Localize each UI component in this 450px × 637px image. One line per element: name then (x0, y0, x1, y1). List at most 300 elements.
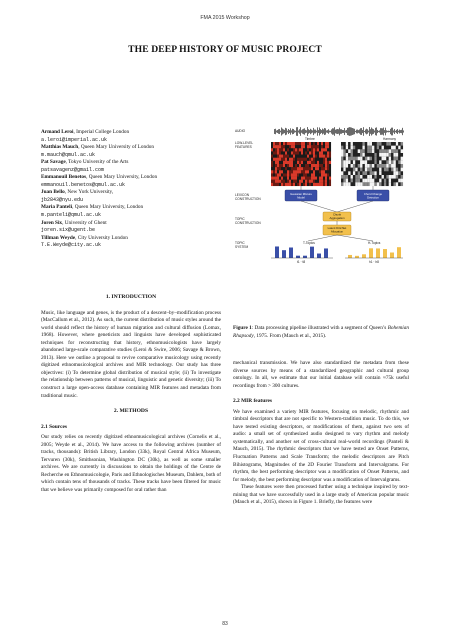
spectrogram-cell (348, 164, 350, 168)
spectrogram-cell (365, 175, 367, 179)
spectrogram-cell (360, 168, 362, 172)
spectrogram-cell (283, 145, 285, 148)
spectrogram-cell (305, 180, 307, 183)
spectrogram-cell (323, 158, 325, 161)
chord-box-label-2: Detection (367, 195, 379, 200)
spectrogram-cell (362, 179, 364, 183)
spectrogram-cell (362, 175, 364, 179)
spectrogram-cell (283, 151, 285, 154)
spectrogram-cell (279, 177, 281, 180)
spectrogram-cell (323, 177, 325, 180)
spectrogram-cell (307, 155, 309, 158)
spectrogram-cell (351, 153, 353, 157)
waveform-sample (345, 130, 346, 132)
spectrogram-cell (271, 164, 273, 167)
topic-bar (348, 255, 352, 258)
spectrogram-cell (351, 164, 353, 168)
spectrogram-cell (279, 155, 281, 158)
page-number: 83 (222, 621, 228, 627)
waveform-sample (316, 131, 317, 133)
spectrogram-cell (271, 158, 273, 161)
waveform-sample (372, 129, 373, 135)
spectrogram-cell (351, 171, 353, 175)
spectrogram-cell (398, 142, 400, 146)
waveform-sample (346, 130, 347, 133)
spectrogram-cell (305, 158, 307, 161)
spectrogram-cell (291, 155, 293, 158)
author-name: Matthias Mauch (41, 144, 79, 151)
spectrogram-cell (317, 164, 319, 167)
spectrogram-cell (295, 180, 297, 183)
spectrogram-cell (281, 142, 283, 145)
waveform-sample (388, 131, 389, 133)
waveform-sample (351, 128, 352, 136)
spectrogram-cell (396, 142, 398, 146)
spectrogram-cell (319, 155, 321, 158)
spectrogram-cell (329, 158, 331, 161)
spectrogram-cell (315, 158, 317, 161)
spectrogram-cell (401, 168, 403, 172)
spectrogram-cell (319, 170, 321, 173)
spectrogram-cell (319, 148, 321, 151)
lda-box-label-2: Allocation (330, 229, 344, 234)
waveform-sample (360, 128, 361, 134)
spectrogram-cell (271, 145, 273, 148)
spectrogram-cell (372, 171, 374, 175)
caption-text: : Data processing pipeline illustrated with a segment of Queen’s (251, 325, 388, 331)
spectrogram-cell (293, 164, 295, 167)
spectrogram-cell (358, 157, 360, 161)
spectrogram-cell (283, 173, 285, 176)
spectrogram-cell (297, 183, 299, 186)
spectrogram-cell (271, 180, 273, 183)
spectrogram-cell (321, 161, 323, 164)
spectrogram-cell (281, 161, 283, 164)
spectrogram-cell (299, 142, 301, 145)
spectrogram-cell (287, 164, 289, 167)
spectrogram-cell (372, 175, 374, 179)
waveform-sample (340, 129, 341, 134)
spectrogram-cell (295, 151, 297, 154)
spectrogram-cell (327, 173, 329, 176)
spectrogram-cell (321, 170, 323, 173)
spectrogram-cell (289, 183, 291, 186)
spectrogram-cell (372, 179, 374, 183)
topic-bar (355, 256, 359, 258)
spectrogram-cell (358, 149, 360, 153)
waveform-sample (373, 129, 374, 134)
spectrogram-cell (277, 151, 279, 154)
waveform-sample (396, 130, 397, 133)
author-name: Pat Savage (41, 159, 66, 166)
spectrogram-cell (374, 149, 376, 153)
spectrogram-cell (285, 183, 287, 186)
spectrogram-cell (348, 149, 350, 153)
spectrogram-cell (401, 146, 403, 150)
waveform-sample (349, 127, 350, 136)
spectrogram-cell (325, 155, 327, 158)
waveform-sample (311, 130, 312, 134)
spectrogram-cell (313, 142, 315, 145)
spectrogram-cell (329, 183, 331, 186)
spectrogram-cell (279, 164, 281, 167)
spectrogram-cell (301, 170, 303, 173)
spectrogram-cell (343, 146, 345, 150)
spectrogram-cell (305, 170, 307, 173)
spectrogram-cell (303, 151, 305, 154)
spectrogram-cell (275, 180, 277, 183)
spectrogram-cell (351, 146, 353, 150)
spectrogram-cell (365, 153, 367, 157)
spectrogram-cell (398, 171, 400, 175)
waveform-sample (305, 130, 306, 133)
spectrogram-cell (277, 155, 279, 158)
spectrogram-cell (309, 161, 311, 164)
spectrogram-cell (367, 142, 369, 146)
spectrogram-cell (325, 164, 327, 167)
waveform-sample (331, 129, 332, 133)
spectrogram-cell (319, 180, 321, 183)
spectrogram-cell (301, 177, 303, 180)
spectrogram-cell (301, 164, 303, 167)
spectrogram-cell (299, 151, 301, 154)
spectrogram-cell (309, 183, 311, 186)
topic-bar (324, 248, 328, 258)
spectrogram-cell (279, 180, 281, 183)
waveform-sample (362, 130, 363, 133)
topic-bar (376, 248, 380, 258)
topic-bar (369, 248, 373, 258)
spectrogram-cell (271, 177, 273, 180)
spectrogram-cell (379, 171, 381, 175)
spectrogram-cell (305, 145, 307, 148)
spectrogram-cell (297, 167, 299, 170)
spectrogram-cell (283, 167, 285, 170)
spectrogram-cell (358, 182, 360, 186)
spectrogram-cell (353, 164, 355, 168)
waveform-sample (377, 130, 378, 133)
spectrogram-cell (305, 167, 307, 170)
spectrogram-cell (295, 173, 297, 176)
chunk-box-label: Chunk (332, 212, 342, 217)
spectrogram-cell (325, 158, 327, 161)
spectrogram-cell (287, 151, 289, 154)
spectrogram-cell (307, 151, 309, 154)
spectrogram-cell (384, 175, 386, 179)
spectrogram-cell (315, 183, 317, 186)
spectrogram-cell (362, 168, 364, 172)
mir-paragraph-2: These features were then processed further using a technique inspired by text-mining that we have successfully used in a large study of American popular music (Mauch et al., 2015), shown in Figure 1. Briefly, the features were (233, 484, 409, 506)
spectrogram-cell (382, 179, 384, 183)
waveform-sample (385, 128, 386, 136)
h-topics-axis: h1 · h8 (369, 260, 379, 264)
spectrogram-cell (285, 158, 287, 161)
waveform-sample (283, 129, 284, 133)
t-topics-axis: t1 · t8 (297, 260, 306, 264)
spectrogram-cell (325, 142, 327, 145)
topic-bar (289, 248, 293, 258)
waveform-sample (320, 129, 321, 134)
spectrogram-cell (377, 142, 379, 146)
spectrogram-cell (391, 175, 393, 179)
spectrogram-cell (275, 158, 277, 161)
spectrogram-cell (389, 157, 391, 161)
waveform-sample (382, 128, 383, 134)
spectrogram-cell (271, 167, 273, 170)
spectrogram-cell (346, 153, 348, 157)
spectrogram-cell (377, 149, 379, 153)
spectrogram-cell (279, 148, 281, 151)
spectrogram-cell (353, 168, 355, 172)
waveform-sample (354, 129, 355, 134)
spectrogram-cell (311, 180, 313, 183)
spectrogram-cell (273, 177, 275, 180)
spectrogram-cell (287, 180, 289, 183)
spectrogram-cell (384, 153, 386, 157)
spectrogram-cell (287, 173, 289, 176)
spectrogram-cell (379, 175, 381, 179)
waveform-sample (402, 128, 403, 135)
waveform-sample (363, 127, 364, 136)
spectrogram-cell (389, 146, 391, 150)
waveform-sample (296, 127, 297, 136)
waveform-sample (386, 130, 387, 132)
waveform-sample (403, 130, 404, 132)
spectrogram-cell (315, 164, 317, 167)
spectrogram-cell (343, 168, 345, 172)
spectrogram-cell (301, 148, 303, 151)
spectrogram-cell (273, 161, 275, 164)
spectrogram-cell (341, 160, 343, 164)
spectrogram-cell (297, 155, 299, 158)
spectrogram-cell (275, 155, 277, 158)
author-email: m.mauch@qmul.ac.uk (41, 151, 96, 158)
spectrogram-cell (401, 175, 403, 179)
spectrogram-cell (377, 182, 379, 186)
spectrogram-cell (295, 164, 297, 167)
author-email: joren.six@ugent.be (41, 227, 96, 234)
spectrogram-cell (325, 180, 327, 183)
spectrogram-cell (281, 155, 283, 158)
running-head: FMA 2015 Workshop (200, 15, 250, 21)
spectrogram-cell (283, 142, 285, 145)
spectrogram-cell (273, 183, 275, 186)
spectrogram-cell (396, 157, 398, 161)
spectrogram-cell (307, 142, 309, 145)
spectrogram-cell (398, 160, 400, 164)
spectrogram-cell (291, 145, 293, 148)
spectrogram-cell (398, 153, 400, 157)
spectrogram-cell (360, 179, 362, 183)
spectrogram-cell (309, 151, 311, 154)
spectrogram-cell (377, 171, 379, 175)
spectrogram-cell (319, 177, 321, 180)
spectrogram-cell (281, 148, 283, 151)
section-heading-introduction: 1. INTRODUCTION (105, 294, 157, 300)
spectrogram-cell (277, 161, 279, 164)
waveform-sample (389, 131, 390, 132)
spectrogram-cell (271, 148, 273, 151)
author-affiliation: , University of Ghent (62, 219, 107, 226)
spectrogram-cell (355, 171, 357, 175)
spectrogram-cell (386, 171, 388, 175)
spectrogram-cell (279, 183, 281, 186)
spectrogram-cell (289, 151, 291, 154)
spectrogram-cell (325, 177, 327, 180)
subsection-heading-mir: 2.2 MIR features (233, 398, 272, 405)
spectrogram-cell (374, 160, 376, 164)
spectrogram-cell (379, 182, 381, 186)
spectrogram-cell (315, 145, 317, 148)
spectrogram-cell (389, 160, 391, 164)
spectrogram-cell (358, 146, 360, 150)
spectrogram-cell (325, 151, 327, 154)
spectrogram-cell (315, 177, 317, 180)
spectrogram-cell (348, 182, 350, 186)
spectrogram-cell (393, 157, 395, 161)
spectrogram-cell (329, 148, 331, 151)
waveform-sample (401, 130, 402, 133)
topic-bar (397, 247, 401, 258)
spectrogram-cell (372, 168, 374, 172)
spectrogram-cell (313, 161, 315, 164)
spectrogram-cell (319, 145, 321, 148)
spectrogram-cell (391, 171, 393, 175)
spectrogram-cell (301, 161, 303, 164)
spectrogram-cell (377, 175, 379, 179)
spectrogram-cell (360, 149, 362, 153)
spectrogram-cell (401, 157, 403, 161)
spectrogram-cell (279, 170, 281, 173)
spectrogram-cell (372, 160, 374, 164)
spectrogram-cell (317, 151, 319, 154)
chord-box-label: Chord Change (363, 192, 383, 196)
spectrogram-cell (307, 167, 309, 170)
spectrogram-cell (353, 142, 355, 146)
spectrogram-cell (307, 164, 309, 167)
spectrogram-cell (362, 164, 364, 168)
spectrogram-cell (297, 161, 299, 164)
waveform-sample (390, 129, 391, 134)
spectrogram-cell (401, 142, 403, 146)
spectrogram-cell (370, 146, 372, 150)
spectrogram-cell (275, 142, 277, 145)
spectrogram-cell (281, 158, 283, 161)
spectrogram-cell (277, 158, 279, 161)
spectrogram-cell (351, 179, 353, 183)
spectrogram-cell (313, 158, 315, 161)
spectrogram-cell (386, 157, 388, 161)
spectrogram-cell (396, 164, 398, 168)
spectrogram-cell (384, 157, 386, 161)
spectrogram-cell (303, 180, 305, 183)
spectrogram-cell (382, 149, 384, 153)
topic-bar (362, 254, 366, 258)
spectrogram-cell (325, 183, 327, 186)
spectrogram-cell (281, 151, 283, 154)
author-affiliation: , Queen Mary University of London (78, 144, 155, 151)
spectrogram-cell (293, 158, 295, 161)
spectrogram-cell (299, 173, 301, 176)
spectrogram-cell (291, 142, 293, 145)
spectrogram-cell (374, 175, 376, 179)
spectrogram-cell (295, 170, 297, 173)
spectrogram-cell (372, 182, 374, 186)
spectrogram-cell (285, 164, 287, 167)
waveform-sample (276, 131, 277, 133)
spectrogram-cell (271, 183, 273, 186)
spectrogram-cell (313, 180, 315, 183)
spectrogram-cell (293, 148, 295, 151)
gmm-box-label-2: Model (297, 195, 305, 200)
spectrogram-cell (389, 179, 391, 183)
spectrogram-cell (401, 182, 403, 186)
spectrogram-cell (370, 182, 372, 186)
spectrogram-cell (372, 164, 374, 168)
spectrogram-cell (401, 149, 403, 153)
spectrogram-cell (327, 161, 329, 164)
spectrogram-cell (323, 164, 325, 167)
spectrogram-cell (315, 167, 317, 170)
spectrogram-cell (374, 142, 376, 146)
spectrogram-cell (281, 167, 283, 170)
spectrogram-cell (323, 148, 325, 151)
spectrogram-cell (346, 149, 348, 153)
spectrogram-cell (346, 171, 348, 175)
waveform-sample (400, 130, 401, 133)
topic-bar (310, 247, 314, 258)
spectrogram-cell (299, 177, 301, 180)
spectrogram-cell (295, 161, 297, 164)
spectrogram-cell (283, 155, 285, 158)
spectrogram-cell (327, 142, 329, 145)
spectrogram-cell (291, 158, 293, 161)
waveform-sample (356, 130, 357, 134)
sources-paragraph: Our study relies on recently digitized ethnomusicological archives (Cornelis et al., 2005; Weyde et al., 2014). We have access to the following archives (number of tracks, thousands): British Library, London (33k), Royal Central Africa Museum, Tervuren (30k), Smithsonian, Washington DC (30k), as well as some smaller archives. We are currently in discussions to obtain the holdings of the Centre de Recherche en Ethnomusicologie, Paris and Ethnologisches Museum, Dahlem, both of which contain tens of thousands of tracks. These tracks have been filtered for music that we believe was primarily composed for oral rather than (41, 434, 221, 494)
spectrogram-cell (281, 173, 283, 176)
spectrogram-cell (351, 149, 353, 153)
waveform-sample (321, 130, 322, 133)
waveform-sample (289, 130, 290, 133)
spectrogram-cell (341, 179, 343, 183)
spectrogram-cell (311, 142, 313, 145)
spectrogram-cell (277, 167, 279, 170)
right-column (233, 360, 409, 507)
spectrogram-cell (317, 170, 319, 173)
spectrogram-cell (396, 146, 398, 150)
waveform-sample (310, 129, 311, 134)
spectrogram-cell (343, 160, 345, 164)
spectrogram-cell (346, 157, 348, 161)
spectrogram-cell (277, 183, 279, 186)
author-affiliation: , Imperial College London (73, 129, 130, 135)
waveform-sample (284, 130, 285, 133)
waveform-sample (292, 129, 293, 134)
spectrogram-cell (389, 142, 391, 146)
spectrogram-cell (327, 151, 329, 154)
spectrogram-cell (370, 179, 372, 183)
spectrogram-cell (289, 148, 291, 151)
spectrogram-cell (297, 180, 299, 183)
h-topics-bars (348, 247, 401, 258)
spectrogram-cell (374, 157, 376, 161)
spectrogram-cell (365, 142, 367, 146)
spectrogram-cell (367, 160, 369, 164)
waveform-sample (274, 129, 275, 134)
spectrogram-cell (379, 160, 381, 164)
waveform-sample (293, 129, 294, 134)
waveform-sample (391, 128, 392, 136)
